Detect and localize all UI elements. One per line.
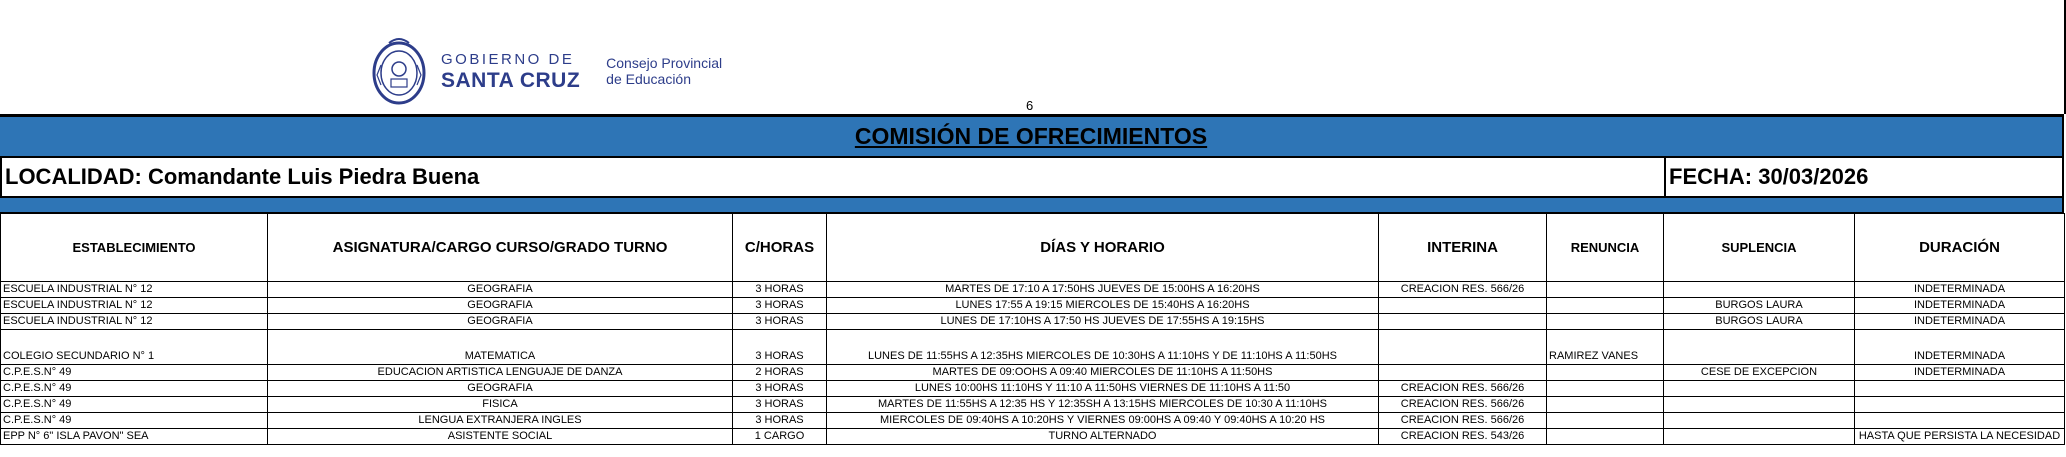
provincial-seal-icon — [371, 35, 427, 107]
table-row — [1, 381, 2065, 397]
document-header — [0, 0, 2066, 114]
cell-suplencia — [1664, 282, 1855, 298]
gov-line-2: SANTA CRUZ — [441, 68, 581, 92]
cell-renuncia — [1547, 365, 1664, 381]
cell-establecimiento: ESCUELA INDUSTRIAL N° 12 — [1, 282, 268, 298]
column-header-horario: DÍAS Y HORARIO — [827, 214, 1379, 282]
cell-interina: CREACION RES. 543/26 — [1379, 429, 1547, 445]
government-logo — [371, 35, 722, 107]
cell-duracion — [1855, 397, 2065, 413]
location-date-row — [0, 156, 2064, 198]
cell-establecimiento: ESCUELA INDUSTRIAL N° 12 — [1, 298, 268, 314]
cell-suplencia — [1664, 397, 1855, 413]
cell-horario: LUNES 17:55 A 19:15 MIERCOLES DE 15:40HS A 16:20HS — [827, 298, 1379, 314]
cell-suplencia: CESE DE EXCEPCION — [1664, 365, 1855, 381]
cell-interina — [1379, 330, 1547, 365]
cell-duracion — [1855, 381, 2065, 397]
document-title: COMISIÓN DE OFRECIMIENTOS — [854, 123, 1208, 149]
cell-establecimiento: C.P.E.S.N° 49 — [1, 365, 268, 381]
cell-horas: 3 HORAS — [733, 298, 827, 314]
cell-suplencia — [1664, 413, 1855, 429]
cell-horas: 1 CARGO — [733, 429, 827, 445]
cell-establecimiento: C.P.E.S.N° 49 — [1, 413, 268, 429]
cell-asignatura: MATEMATICA — [268, 330, 733, 365]
offers-table — [0, 213, 2065, 445]
council-line-2: de Educación — [606, 71, 691, 87]
cell-horario: MIERCOLES DE 09:40HS A 10:20HS Y VIERNES 09:00HS A 09:40 Y 09:40HS A 10:20 HS — [827, 413, 1379, 429]
cell-horas: 3 HORAS — [733, 397, 827, 413]
cell-horario: MARTES DE 09:OOHS A 09:40 MIERCOLES DE 11:10HS A 11:50HS — [827, 365, 1379, 381]
cell-interina: CREACION RES. 566/26 — [1379, 413, 1547, 429]
cell-duracion: INDETERMINADA — [1855, 314, 2065, 330]
cell-duracion: INDETERMINADA — [1855, 365, 2065, 381]
cell-horario: LUNES DE 17:10HS A 17:50 HS JUEVES DE 17:55HS A 19:15HS — [827, 314, 1379, 330]
cell-horas: 3 HORAS — [733, 381, 827, 397]
cell-duracion — [1855, 413, 2065, 429]
cell-horas: 3 HORAS — [733, 413, 827, 429]
cell-suplencia — [1664, 381, 1855, 397]
cell-renuncia — [1547, 298, 1664, 314]
cell-establecimiento: ESCUELA INDUSTRIAL N° 12 — [1, 314, 268, 330]
table-header-row — [1, 214, 2065, 282]
column-header-establecimiento: ESTABLECIMIENTO — [1, 214, 268, 282]
column-header-suplencia: SUPLENCIA — [1664, 214, 1855, 282]
cell-horario: TURNO ALTERNADO — [827, 429, 1379, 445]
cell-duracion: HASTA QUE PERSISTA LA NECESIDAD — [1855, 429, 2065, 445]
council-name — [606, 55, 722, 87]
cell-interina: CREACION RES. 566/26 — [1379, 397, 1547, 413]
table-row — [1, 298, 2065, 314]
table-row — [1, 397, 2065, 413]
cell-horas: 3 HORAS — [733, 314, 827, 330]
title-bar — [0, 114, 2064, 156]
cell-establecimiento: COLEGIO SECUNDARIO N° 1 — [1, 330, 268, 365]
cell-establecimiento: EPP N° 6" ISLA PAVON" SEA — [1, 429, 268, 445]
government-name — [441, 52, 580, 91]
cell-renuncia — [1547, 429, 1664, 445]
cell-asignatura: GEOGRAFIA — [268, 314, 733, 330]
cell-horas: 2 HORAS — [733, 365, 827, 381]
cell-duracion: INDETERMINADA — [1855, 330, 2065, 365]
cell-renuncia — [1547, 397, 1664, 413]
cell-establecimiento: C.P.E.S.N° 49 — [1, 397, 268, 413]
cell-interina: CREACION RES. 566/26 — [1379, 282, 1547, 298]
cell-duracion: INDETERMINADA — [1855, 282, 2065, 298]
table-row — [1, 413, 2065, 429]
cell-horario: LUNES 10:00HS 11:10HS Y 11:10 A 11:50HS VIERNES DE 11:10HS A 11:50 — [827, 381, 1379, 397]
table-row — [1, 330, 2065, 365]
cell-suplencia — [1664, 330, 1855, 365]
fecha-cell: FECHA: 30/03/2026 — [1669, 164, 1869, 189]
cell-asignatura: ASISTENTE SOCIAL — [268, 429, 733, 445]
cell-asignatura: GEOGRAFIA — [268, 298, 733, 314]
separator-strip — [0, 198, 2064, 213]
cell-interina — [1379, 314, 1547, 330]
cell-horas: 3 HORAS — [733, 282, 827, 298]
table-row — [1, 314, 2065, 330]
cell-asignatura: EDUCACION ARTISTICA LENGUAJE DE DANZA — [268, 365, 733, 381]
table-row — [1, 282, 2065, 298]
council-line-1: Consejo Provincial — [606, 55, 723, 71]
cell-asignatura: GEOGRAFIA — [268, 282, 733, 298]
cell-renuncia — [1547, 282, 1664, 298]
cell-renuncia — [1547, 314, 1664, 330]
cell-renuncia — [1547, 381, 1664, 397]
cell-horas: 3 HORAS — [733, 330, 827, 365]
table-row — [1, 365, 2065, 381]
cell-duracion: INDETERMINADA — [1855, 298, 2065, 314]
cell-suplencia: BURGOS LAURA — [1664, 298, 1855, 314]
cell-renuncia — [1547, 413, 1664, 429]
cell-suplencia: BURGOS LAURA — [1664, 314, 1855, 330]
table-row — [1, 429, 2065, 445]
column-header-horas: C/HORAS — [733, 214, 827, 282]
cell-interina — [1379, 365, 1547, 381]
cell-horario: LUNES DE 11:55HS A 12:35HS MIERCOLES DE 10:30HS A 11:10HS Y DE 11:10HS A 11:50HS — [827, 330, 1379, 365]
column-header-asignatura: ASIGNATURA/CARGO CURSO/GRADO TURNO — [268, 214, 733, 282]
gov-line-1: GOBIERNO DE — [441, 50, 575, 68]
cell-horario: MARTES DE 17:10 A 17:50HS JUEVES DE 15:00HS A 16:20HS — [827, 282, 1379, 298]
column-header-duracion: DURACIÓN — [1855, 214, 2065, 282]
cell-interina — [1379, 298, 1547, 314]
cell-suplencia — [1664, 429, 1855, 445]
cell-asignatura: GEOGRAFIA — [268, 381, 733, 397]
cell-horario: MARTES DE 11:55HS A 12:35 HS Y 12:35SH A 13:15HS MIERCOLES DE 10:30 A 11:10HS — [827, 397, 1379, 413]
cell-asignatura: LENGUA EXTRANJERA INGLES — [268, 413, 733, 429]
column-header-renuncia: RENUNCIA — [1547, 214, 1664, 282]
cell-establecimiento: C.P.E.S.N° 49 — [1, 381, 268, 397]
column-header-interina: INTERINA — [1379, 214, 1547, 282]
cell-interina: CREACION RES. 566/26 — [1379, 381, 1547, 397]
cell-renuncia: RAMIREZ VANES — [1547, 330, 1664, 365]
localidad-cell: LOCALIDAD: Comandante Luis Piedra Buena — [2, 158, 1666, 196]
page-number: 6 — [1026, 98, 1034, 113]
cell-asignatura: FISICA — [268, 397, 733, 413]
